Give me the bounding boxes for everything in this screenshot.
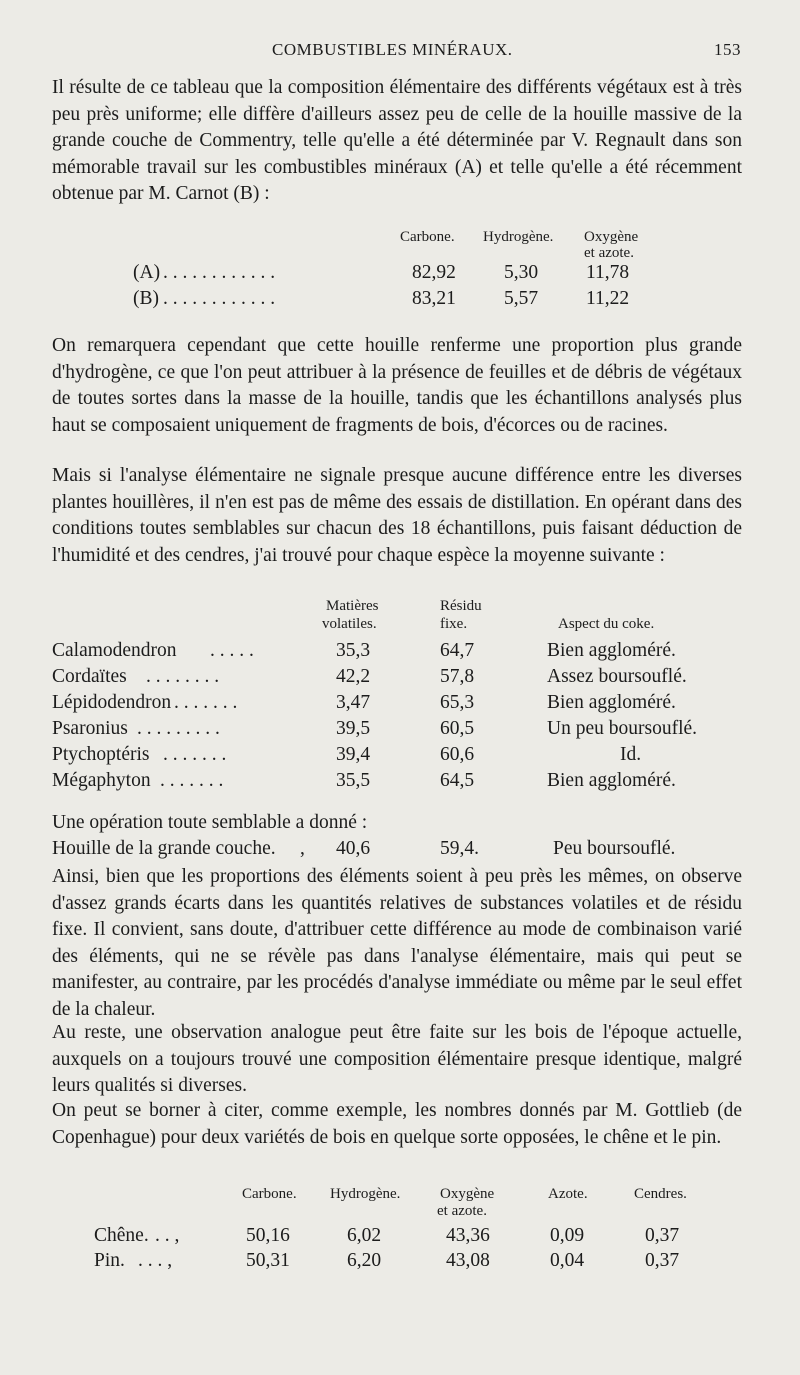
t1-row-b-dots: . . . . . . . . . . . . — [163, 288, 276, 309]
t2-row-volatiles: 39,5 — [336, 718, 371, 739]
t1-header-oxygene: Oxygène — [584, 229, 639, 245]
t2-row-aspect: Bien aggloméré. — [547, 692, 676, 713]
t2-row-name: Calamodendron — [52, 640, 177, 661]
t2-row-volatiles: 35,3 — [336, 640, 371, 661]
t1-row-a-oxygene: 11,78 — [586, 262, 630, 283]
paragraph-4: Une opération toute semblable a donné : — [52, 812, 368, 833]
t3-row-chene-dots: . . , — [155, 1225, 180, 1246]
paragraph-3: Mais si l'analyse élémentaire ne signale presque aucune différence entre les diverses plantes houillères, il n'en est pas de même des essais de distillation. En opérant dans des conditions toutes semblables sur chacun des 18 échantillons, puis faisant déduction de l'humidité et des cendres, j'ai trouvé pour chaque espèce la moyenne suivante : — [52, 465, 742, 566]
t1-header-carbone: Carbone. — [400, 229, 455, 245]
t2-row-dots: . . . . . — [210, 640, 254, 661]
t2-header-residu: Résidu — [440, 598, 482, 614]
t2-header-matieres: Matières — [326, 598, 379, 614]
paragraph-5: Ainsi, bien que les proportions des éléments soient à peu près les mêmes, on observe d'assez grands écarts dans les quantités relatives de substances volatiles et de résidu fixe. Il convient, sans doute, d'attribuer cette différence au mode de combinaison varié des éléments, qui ne se révèle pas dans l'analyse élémentaire, mais qui peut se manifester, au contraire, par les procédés d'analyse immédiate ou même par le seul effet de la chaleur. — [52, 866, 742, 1020]
t3-header-hydrogene: Hydrogène. — [330, 1186, 401, 1202]
t2-extra-volatiles: 40,6 — [336, 838, 371, 859]
t1-row-a-label: (A) — [133, 262, 161, 283]
paragraph-7: On peut se borner à citer, comme exemple, les nombres donnés par M. Gottlieb (de Copenhague) pour deux variétés de bois en quelque sorte opposées, le chêne et le pin. — [52, 1100, 742, 1148]
t3-row-pin-dots: . . . , — [138, 1250, 173, 1271]
t1-row-a-carbone: 82,92 — [412, 262, 456, 283]
t2-row-aspect: Assez boursouflé. — [547, 666, 687, 687]
t2-row-aspect: Id. — [620, 744, 642, 765]
t2-extra-name: Houille de la grande couche. — [52, 838, 276, 859]
t3-row-chene-cendres: 0,37 — [645, 1225, 680, 1246]
t2-row-dots: . . . . . . . — [163, 744, 227, 765]
t2-row-name: Lépidodendron — [52, 692, 172, 713]
t3-row-chene-azote: 0,09 — [550, 1225, 585, 1246]
t2-row-dots: . . . . . . . — [160, 770, 224, 791]
t2-row-dots: . . . . . . . — [174, 692, 238, 713]
t2-row-volatiles: 3,47 — [336, 692, 371, 713]
t1-row-a-hydrogene: 5,30 — [504, 262, 539, 283]
t2-row-name: Psaronius — [52, 718, 128, 739]
t2-header-volatiles: volatiles. — [322, 616, 377, 632]
t2-row-name: Mégaphyton — [52, 770, 151, 791]
t3-header-cendres: Cendres. — [634, 1186, 687, 1202]
running-title: COMBUSTIBLES MINÉRAUX. — [272, 40, 513, 59]
paragraph-1: Il résulte de ce tableau que la composition élémentaire des différents végétaux est à très peu près uniforme; elle diffère d'ailleurs assez peu de celle de la houille massive de la grande couche de Commentry, telle qu'elle a été déterminée par V. Regnault dans son mémorable travail sur les combustibles minéraux (A) et telle qu'elle a été récemment obtenue par M. Carnot (B) : — [52, 77, 742, 204]
t2-row-volatiles: 35,5 — [336, 770, 371, 791]
t3-header-oxygene: Oxygène — [440, 1186, 495, 1202]
t2-header-fixe: fixe. — [440, 616, 468, 632]
t2-row-residu: 57,8 — [440, 666, 475, 687]
t2-row-dots: . . . . . . . . — [146, 666, 220, 687]
t2-row-residu: 64,7 — [440, 640, 475, 661]
t3-header-azote: Azote. — [548, 1186, 588, 1202]
t2-row-volatiles: 39,4 — [336, 744, 371, 765]
t2-row-residu: 64,5 — [440, 770, 475, 791]
t3-row-chene-label: Chêne. — [94, 1225, 149, 1246]
t2-extra-dots: , — [300, 838, 305, 859]
t2-row-name: Cordaïtes — [52, 666, 127, 687]
t2-row-dots: . . . . . . . . . — [137, 718, 220, 739]
t1-row-b-hydrogene: 5,57 — [504, 288, 539, 309]
paragraph-2: On remarquera cependant que cette houille renferme une proportion plus grande d'hydrogène, ce que l'on peut attribuer à la présence de feuilles et de débris de végétaux de toutes sortes dans la masse de la houille, tandis que les échantillons analysés plus haut se composaient uniquement de fragments de bois, d'écorces ou de racines. — [52, 335, 742, 436]
t2-extra-residu: 59,4. — [440, 838, 479, 859]
t3-row-pin-carbone: 50,31 — [246, 1250, 290, 1271]
t2-row-name: Ptychoptéris — [52, 744, 150, 765]
t2-row-volatiles: 42,2 — [336, 666, 371, 687]
t1-row-b-oxygene: 11,22 — [586, 288, 630, 309]
t3-row-pin-cendres: 0,37 — [645, 1250, 680, 1271]
t3-row-chene-hydrogene: 6,02 — [347, 1225, 382, 1246]
t2-row-residu: 65,3 — [440, 692, 475, 713]
t2-header-aspect: Aspect du coke. — [558, 616, 655, 632]
t1-header-azote: et azote. — [584, 245, 634, 261]
t1-row-a-dots: . . . . . . . . . . . . — [163, 262, 276, 283]
t2-row-residu: 60,6 — [440, 744, 475, 765]
t3-header-carbone: Carbone. — [242, 1186, 297, 1202]
page-number: 153 — [714, 40, 741, 59]
t3-row-chene-carbone: 50,16 — [246, 1225, 290, 1246]
t3-row-pin-oxygene: 43,08 — [446, 1250, 490, 1271]
t3-row-pin-hydrogene: 6,20 — [347, 1250, 382, 1271]
t1-row-b-label: (B) — [133, 288, 159, 309]
paragraph-6: Au reste, une observation analogue peut être faite sur les bois de l'époque actuelle, auxquels on a toujours trouvé une composition élémentaire presque identique, malgré leurs qualités si diverses. — [52, 1022, 742, 1096]
t3-header-azote-sub: et azote. — [437, 1203, 487, 1219]
t3-row-pin-azote: 0,04 — [550, 1250, 585, 1271]
t2-row-aspect: Un peu boursouflé. — [547, 718, 698, 739]
t3-row-chene-oxygene: 43,36 — [446, 1225, 490, 1246]
t3-row-pin-label: Pin. — [94, 1250, 125, 1271]
t2-extra-aspect: Peu boursouflé. — [553, 838, 676, 859]
t1-header-hydrogene: Hydrogène. — [483, 229, 554, 245]
t2-row-aspect: Bien aggloméré. — [547, 770, 676, 791]
t2-row-aspect: Bien aggloméré. — [547, 640, 676, 661]
t1-row-b-carbone: 83,21 — [412, 288, 456, 309]
t2-row-residu: 60,5 — [440, 718, 475, 739]
